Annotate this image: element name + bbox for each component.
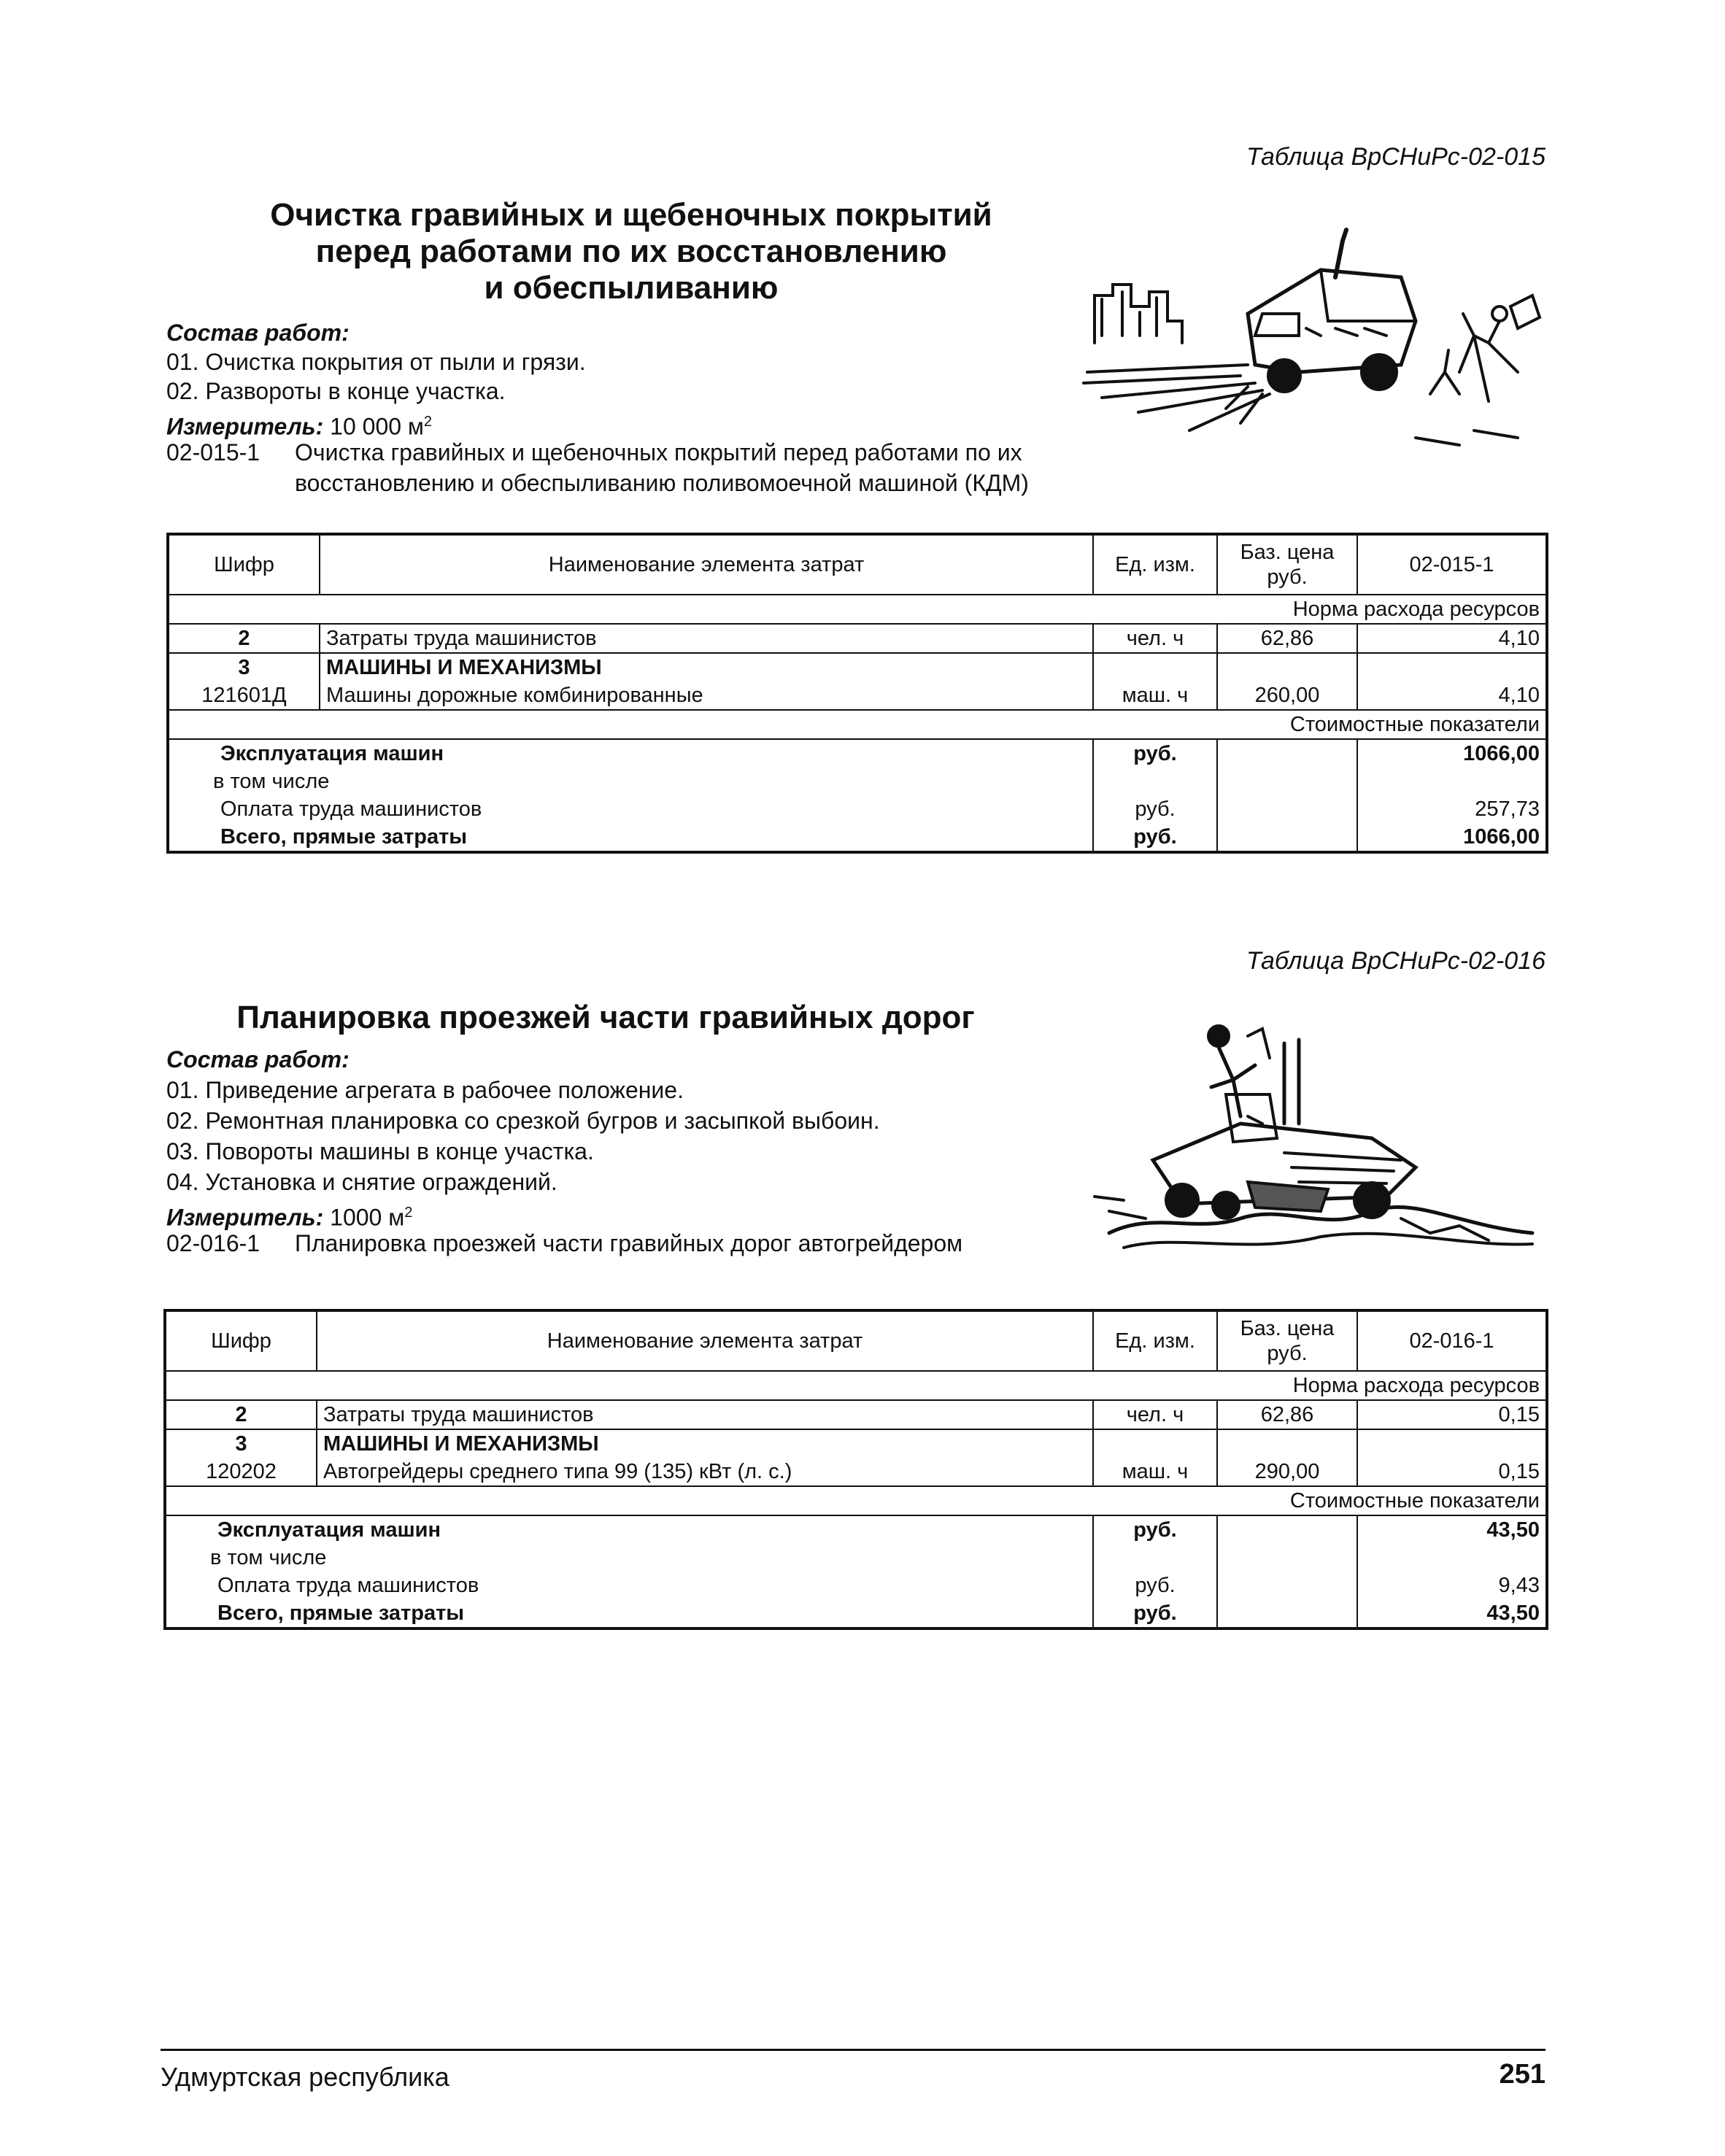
cell-name: Затраты труда машинистов bbox=[317, 1400, 1093, 1429]
table-row bbox=[168, 653, 1547, 681]
cost-row bbox=[168, 739, 1547, 768]
measure-value: 1000 м bbox=[330, 1204, 405, 1231]
measure-line bbox=[166, 407, 432, 441]
cost-value: 1066,00 bbox=[1357, 823, 1547, 852]
table-label: Таблица ВрСНиРс-02-016 bbox=[1246, 947, 1545, 975]
cost-row bbox=[165, 1544, 1547, 1572]
cell-value: 0,15 bbox=[1357, 1458, 1547, 1486]
norm-band: Норма расхода ресурсов bbox=[165, 1371, 1547, 1400]
cell-code: 121601Д bbox=[168, 681, 320, 710]
column-header: 02-016-1 bbox=[1357, 1310, 1547, 1371]
cost-name: Оплата труда машинистов bbox=[168, 795, 1093, 823]
cost-name: Всего, прямые затраты bbox=[168, 823, 1093, 852]
title-line: Очистка гравийных и щебеночных покрытий bbox=[270, 197, 992, 233]
measure-value: 10 000 м bbox=[330, 413, 424, 440]
cost-row bbox=[168, 795, 1547, 823]
cost-value: 9,43 bbox=[1357, 1572, 1547, 1599]
cost-name: Всего, прямые затраты bbox=[165, 1599, 1093, 1628]
cell-price: 260,00 bbox=[1217, 681, 1357, 710]
cost-row bbox=[168, 768, 1547, 795]
cost-unit: руб. bbox=[1093, 1572, 1217, 1599]
cell-code: 2 bbox=[165, 1400, 317, 1429]
cell-unit: чел. ч bbox=[1093, 1400, 1217, 1429]
measure-sup: 2 bbox=[423, 414, 433, 430]
footer-region: Удмуртская республика bbox=[161, 2062, 449, 2092]
table-label: Таблица ВрСНиРс-02-015 bbox=[1246, 143, 1545, 171]
table-row bbox=[165, 1458, 1547, 1486]
column-header: Ед. изм. bbox=[1093, 1310, 1217, 1371]
cell-price: 62,86 bbox=[1217, 624, 1357, 653]
cell-name: Машины дорожные комбинированные bbox=[320, 681, 1093, 710]
cost-row bbox=[165, 1572, 1547, 1599]
cell-code: 120202 bbox=[165, 1458, 317, 1486]
work-item: 01. Очистка покрытия от пыли и грязи. bbox=[166, 349, 586, 375]
cell-unit: маш. ч bbox=[1093, 1458, 1217, 1486]
description-line: Очистка гравийных и щебеночных покрытий перед работами по их bbox=[295, 439, 1022, 465]
band-row bbox=[165, 1486, 1547, 1515]
cost-value: 43,50 bbox=[1357, 1515, 1547, 1544]
composition-heading: Состав работ: bbox=[166, 320, 350, 346]
cost-name: в том числе bbox=[168, 768, 1093, 795]
cost-table bbox=[163, 1309, 1548, 1630]
cell-price: 62,86 bbox=[1217, 1400, 1357, 1429]
work-item: 04. Установка и снятие ограждений. bbox=[166, 1169, 557, 1195]
road-sweeper-truck-illustration bbox=[1080, 226, 1547, 467]
title-line: перед работами по их восстановлению bbox=[315, 233, 947, 269]
cost-unit: руб. bbox=[1093, 1599, 1217, 1628]
measure-heading: Измеритель: bbox=[166, 1204, 324, 1231]
cost-value: 257,73 bbox=[1357, 795, 1547, 823]
cell-name: Автогрейдеры среднего типа 99 (135) кВт (л. с.) bbox=[317, 1458, 1093, 1486]
cost-name: Оплата труда машинистов bbox=[165, 1572, 1093, 1599]
cost-name: Эксплуатация машин bbox=[168, 739, 1093, 768]
table-row bbox=[168, 681, 1547, 710]
cost-table bbox=[166, 533, 1548, 854]
cost-value bbox=[1357, 768, 1547, 795]
cost-band: Стоимостные показатели bbox=[168, 710, 1547, 739]
column-header: Баз. цена руб. bbox=[1217, 1310, 1357, 1371]
footer-divider bbox=[161, 2049, 1545, 2051]
cell-value: 4,10 bbox=[1357, 624, 1547, 653]
motor-grader-illustration bbox=[1065, 1014, 1547, 1262]
column-header: Ед. изм. bbox=[1093, 534, 1217, 595]
work-item: 02. Развороты в конце участка. bbox=[166, 378, 506, 404]
column-header: 02-015-1 bbox=[1357, 534, 1547, 595]
composition-heading: Состав работ: bbox=[166, 1046, 350, 1073]
band-row bbox=[168, 710, 1547, 739]
cost-unit: руб. bbox=[1093, 739, 1217, 768]
work-item: 02. Ремонтная планировка со срезкой бугров и засыпкой выбоин. bbox=[166, 1108, 880, 1134]
section-title bbox=[168, 197, 1095, 306]
cost-value bbox=[1357, 1544, 1547, 1572]
cell-code: 3 bbox=[165, 1429, 317, 1458]
cell-price bbox=[1217, 1429, 1357, 1458]
cost-band: Стоимостные показатели bbox=[165, 1486, 1547, 1515]
norm-band: Норма расхода ресурсов bbox=[168, 595, 1547, 624]
cell-code: 3 bbox=[168, 653, 320, 681]
cell-price: 290,00 bbox=[1217, 1458, 1357, 1486]
cell-code: 2 bbox=[168, 624, 320, 653]
code-label: 02-015-1 bbox=[166, 439, 261, 465]
table-header-row bbox=[168, 534, 1547, 595]
measure-sup: 2 bbox=[404, 1205, 413, 1221]
cost-unit bbox=[1093, 768, 1217, 795]
work-item: 01. Приведение агрегата в рабочее положение. bbox=[166, 1077, 684, 1103]
cost-name: в том числе bbox=[165, 1544, 1093, 1572]
description-line: Планировка проезжей части гравийных дорог автогрейдером bbox=[295, 1230, 963, 1256]
cost-row bbox=[165, 1515, 1547, 1544]
cell-price bbox=[1217, 653, 1357, 681]
band-row bbox=[168, 595, 1547, 624]
measure-heading: Измеритель: bbox=[166, 413, 324, 440]
description-line: восстановлению и обеспыливанию поливомоечной машиной (КДМ) bbox=[295, 470, 1029, 496]
column-header: Шифр bbox=[168, 534, 320, 595]
column-header: Наименование элемента затрат bbox=[317, 1310, 1093, 1371]
cell-unit bbox=[1093, 653, 1217, 681]
cell-unit: маш. ч bbox=[1093, 681, 1217, 710]
column-header: Шифр bbox=[165, 1310, 317, 1371]
cell-value: 4,10 bbox=[1357, 681, 1547, 710]
band-row bbox=[165, 1371, 1547, 1400]
cell-value: 0,15 bbox=[1357, 1400, 1547, 1429]
cell-value bbox=[1357, 653, 1547, 681]
page-number: 251 bbox=[1499, 2059, 1545, 2090]
section-title bbox=[168, 1000, 1043, 1036]
table-row bbox=[168, 624, 1547, 653]
code-label: 02-016-1 bbox=[166, 1230, 261, 1256]
cost-name: Эксплуатация машин bbox=[165, 1515, 1093, 1544]
title-line: Планировка проезжей части гравийных дорог bbox=[236, 1000, 975, 1035]
cell-name: МАШИНЫ И МЕХАНИЗМЫ bbox=[320, 653, 1093, 681]
table-header-row bbox=[165, 1310, 1547, 1371]
cost-value: 43,50 bbox=[1357, 1599, 1547, 1628]
cost-unit bbox=[1093, 1544, 1217, 1572]
title-line: и обеспыливанию bbox=[484, 270, 779, 306]
cell-unit bbox=[1093, 1429, 1217, 1458]
cost-value: 1066,00 bbox=[1357, 739, 1547, 768]
cell-name: Затраты труда машинистов bbox=[320, 624, 1093, 653]
cost-unit: руб. bbox=[1093, 1515, 1217, 1544]
table-row bbox=[165, 1429, 1547, 1458]
cell-value bbox=[1357, 1429, 1547, 1458]
column-header: Наименование элемента затрат bbox=[320, 534, 1093, 595]
cost-row bbox=[168, 823, 1547, 852]
measure-line bbox=[166, 1198, 412, 1232]
cost-row bbox=[165, 1599, 1547, 1628]
cell-name: МАШИНЫ И МЕХАНИЗМЫ bbox=[317, 1429, 1093, 1458]
cell-unit: чел. ч bbox=[1093, 624, 1217, 653]
table-row bbox=[165, 1400, 1547, 1429]
work-item: 03. Повороты машины в конце участка. bbox=[166, 1138, 594, 1164]
cost-unit: руб. bbox=[1093, 795, 1217, 823]
cost-unit: руб. bbox=[1093, 823, 1217, 852]
column-header: Баз. цена руб. bbox=[1217, 534, 1357, 595]
